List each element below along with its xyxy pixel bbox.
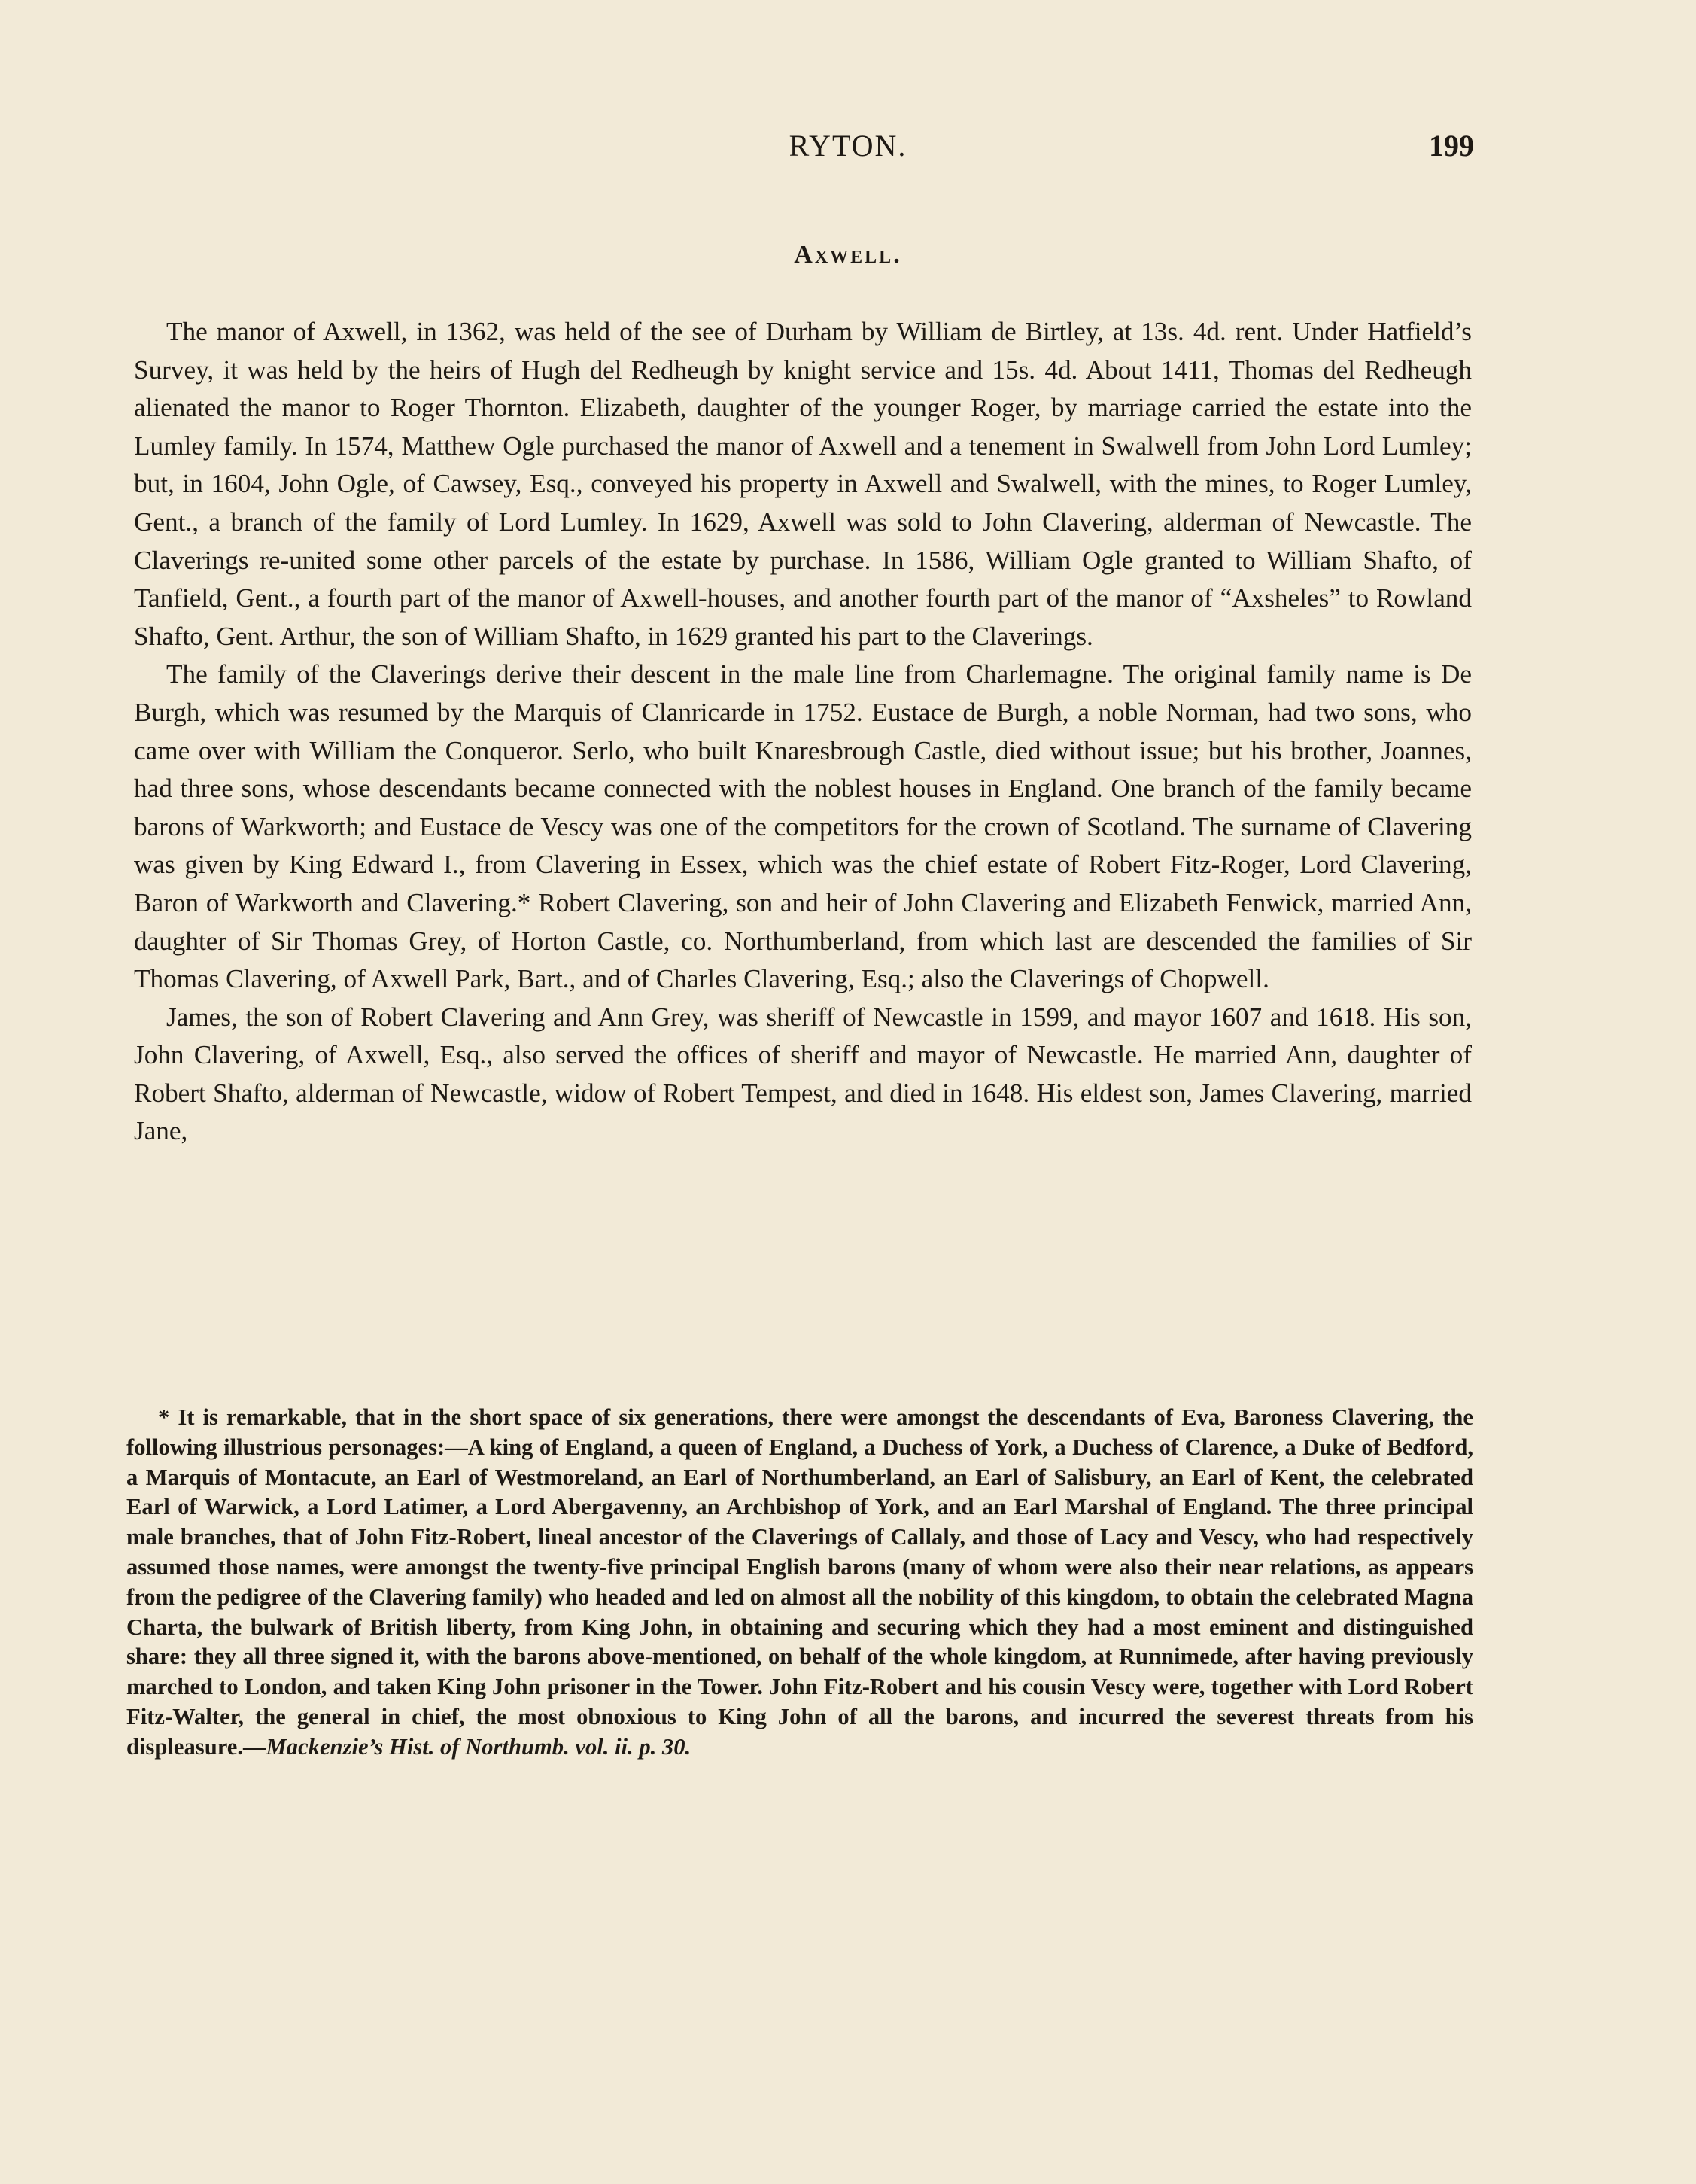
section-title: Axwell. — [794, 241, 902, 269]
running-title: RYTON. — [789, 129, 907, 163]
paragraph: The manor of Axwell, in 1362, was held of the see of Durham by William de Birtley, at 13s. 4d. rent. Under Hatfield’s Survey, it was held by the heirs of Hugh del Redheugh by knight service and 15s. 4d. About 1411, Thomas del Redheugh alienated the manor to Roger Thornton. Elizabeth, daughter of the younger Roger, by marriage carried the estate into the Lumley family. In 1574, Matthew Ogle purchased the manor of Axwell and a tenement in Swalwell from John Lord Lumley; but, in 1604, John Ogle, of Cawsey, Esq., conveyed his property in Axwell and Swalwell, with the mines, to Roger Lumley, Gent., a branch of the family of Lord Lumley. In 1629, Axwell was sold to John Clavering, alderman of Newcastle. The Claverings re-united some other parcels of the estate by purchase. In 1586, William Ogle granted to William Shafto, of Tanfield, Gent., a fourth part of the manor of Axwell-houses, and another fourth part of the manor of “Axsheles” to Rowland Shafto, Gent. Arthur, the son of William Shafto, in 1629 granted his part to the Claverings. — [134, 317, 1472, 651]
footnote — [126, 1403, 1473, 1763]
footnote-text: * It is remarkable, that in the short space of six generations, there were amongst the descendants of Eva, Baroness Clavering, the following illustrious personages:—A king of England, a queen of England, a Duchess of York, a Duchess of Clarence, a Duke of Bedford, a Marquis of Montacute, an Earl of Westmoreland, an Earl of Northumberland, an Earl of Salisbury, an Earl of Kent, the celebrated Earl of Warwick, a Lord Latimer, a Lord Abergavenny, an Archbishop of York, and an Earl Marshal of England. The three principal male branches, that of John Fitz-Robert, lineal ancestor of the Claverings of Callaly, and those of Lacy and Vescy, who had respectively assumed those names, were amongst the twenty-five principal English barons (many of whom were also their near relations, as appears from the pedigree of the Clavering family) who headed and led on almost all the nobility of this kingdom, to obtain the celebrated Magna Charta, the bulwark of British liberty, from King John, in obtaining and securing which they had a most eminent and distinguished share: they all three signed it, with the barons above-mentioned, on behalf of the whole kingdom, at Runnimede, after having previously marched to London, and taken King John prisoner in the Tower. John Fitz-Robert and his cousin Vescy were, together with Lord Robert Fitz-Walter, the general in chief, the most obnoxious to King John of all the barons, and incurred the severest threats from his displeasure.— — [126, 1404, 1473, 1760]
paragraph: James, the son of Robert Clavering and Ann Grey, was sheriff of Newcastle in 1599, and mayor 1607 and 1618. His son, John Clavering, of Axwell, Esq., also served the offices of sheriff and mayor of Newcastle. He married Ann, daughter of Robert Shafto, alderman of Newcastle, widow of Robert Tempest, and died in 1648. His eldest son, James Clavering, married Jane, — [134, 1002, 1472, 1146]
page-number: 199 — [1429, 129, 1474, 163]
paragraph: The family of the Claverings derive their descent in the male line from Charlemagne. The original family name is De Burgh, which was resumed by the Marquis of Clanricarde in 1752. Eustace de Burgh, a noble Norman, had two sons, who came over with William the Conqueror. Serlo, who built Knaresbrough Castle, died without issue; but his brother, Joannes, had three sons, whose descendants became connected with the noblest houses in England. One branch of the family became barons of Warkworth; and Eustace de Vescy was one of the competitors for the crown of Scotland. The surname of Clavering was given by King Edward I., from Clavering in Essex, which was the chief estate of Robert Fitz-Roger, Lord Clavering, Baron of Warkworth and Clavering.* Robert Clavering, son and heir of John Clavering and Elizabeth Fenwick, married Ann, daughter of Sir Thomas Grey, of Horton Castle, co. Northumberland, from which last are descended the families of Sir Thomas Clavering, of Axwell Park, Bart., and of Charles Clavering, Esq.; also the Claverings of Chopwell. — [134, 659, 1472, 994]
footnote-citation: Mackenzie’s Hist. of Northumb. vol. ii. p. 30. — [266, 1733, 691, 1760]
footnote-paragraph — [126, 1403, 1473, 1763]
page-header — [0, 128, 1696, 173]
body-text — [134, 313, 1472, 1151]
